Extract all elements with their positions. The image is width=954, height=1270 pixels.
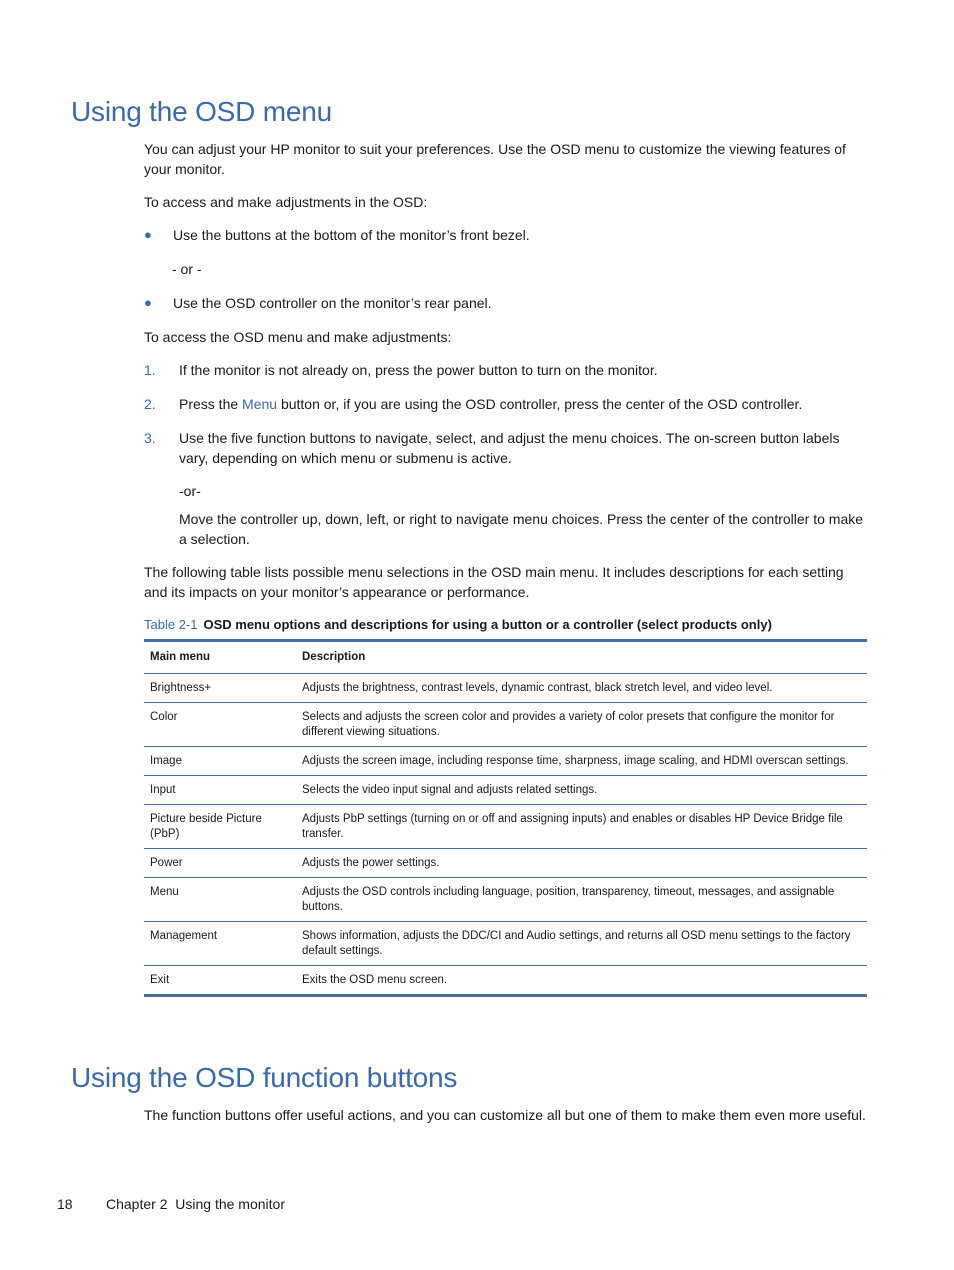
table-row bbox=[144, 674, 867, 703]
table-row bbox=[144, 805, 867, 849]
table-header-row bbox=[144, 641, 867, 674]
menu-name-cell: Input bbox=[144, 776, 296, 805]
description-cell: Adjusts the brightness, contrast levels, dynamic contrast, black stretch level, and video level. bbox=[296, 674, 867, 703]
bullet-dot-icon: ● bbox=[144, 227, 152, 242]
step-text bbox=[179, 394, 868, 414]
table-caption-number: Table 2-1 bbox=[144, 617, 198, 632]
description-cell: Adjusts PbP settings (turning on or off and assigning inputs) and enables or disables HP Device Bridge file transfer. bbox=[296, 805, 867, 849]
menu-name-cell: Brightness+ bbox=[144, 674, 296, 703]
table-row bbox=[144, 747, 867, 776]
access-lead: To access and make adjustments in the OSD: bbox=[144, 194, 428, 210]
table-row bbox=[144, 966, 867, 996]
description-cell: Adjusts the OSD controls including language, position, transparency, timeout, messages, and assignable buttons. bbox=[296, 878, 867, 922]
bullet-dot-icon: ● bbox=[144, 295, 152, 310]
table-row bbox=[144, 776, 867, 805]
table-row bbox=[144, 703, 867, 747]
menu-link[interactable]: Menu bbox=[242, 396, 278, 412]
function-buttons-intro: The function buttons offer useful actions, and you can customize all but one of them to make them even more useful. bbox=[144, 1107, 866, 1123]
menu-name-cell: Power bbox=[144, 849, 296, 878]
step-text: If the monitor is not already on, press the power button to turn on the monitor. bbox=[179, 362, 658, 378]
step-number: 1. bbox=[144, 362, 156, 378]
step-text-before: Press the bbox=[179, 396, 243, 412]
description-cell: Exits the OSD menu screen. bbox=[302, 974, 448, 986]
table-intro: The following table lists possible menu selections in the OSD main menu. It includes descriptions for each setting and its impacts on your monitor’s appearance or performance. bbox=[144, 564, 844, 600]
description-cell: Selects the video input signal and adjusts related settings. bbox=[296, 776, 867, 805]
menu-name-cell: Menu bbox=[144, 878, 296, 922]
table-row bbox=[144, 922, 867, 966]
menu-lead: To access the OSD menu and make adjustments: bbox=[144, 329, 452, 345]
description-cell: Shows information, adjusts the DDC/CI and Audio settings, and returns all OSD menu settings to the factory default settings. bbox=[296, 922, 867, 966]
intro-paragraph: You can adjust your HP monitor to suit your preferences. Use the OSD menu to customize the viewing features of your monitor. bbox=[144, 141, 846, 177]
column-header-main-menu: Main menu bbox=[144, 641, 296, 674]
bullet-text: Use the buttons at the bottom of the monitor’s front bezel. bbox=[173, 227, 530, 243]
table-row bbox=[144, 849, 867, 878]
menu-name-cell: Color bbox=[144, 703, 296, 747]
description-cell: Selects and adjusts the screen color and provides a variety of color presets that configure the monitor for different viewing situations. bbox=[296, 703, 867, 747]
step-number: 3. bbox=[144, 430, 156, 446]
section-title-osd-menu: Using the OSD menu bbox=[71, 96, 332, 127]
column-header-description: Description bbox=[296, 641, 867, 674]
step3-alternative: Move the controller up, down, left, or right to navigate menu choices. Press the center of the controller to make a selection. bbox=[179, 511, 864, 547]
step-text-after: button or, if you are using the OSD controller, press the center of the OSD controller. bbox=[277, 396, 803, 412]
section-title-function-buttons: Using the OSD function buttons bbox=[71, 1062, 458, 1093]
menu-name-cell: Picture beside Picture (PbP) bbox=[144, 805, 296, 849]
table-caption bbox=[144, 617, 772, 632]
table-row bbox=[144, 878, 867, 922]
page-number: 18 bbox=[57, 1196, 73, 1212]
table-caption-text: OSD menu options and descriptions for using a button or a controller (select products only) bbox=[203, 617, 772, 632]
bullet-text: Use the OSD controller on the monitor’s rear panel. bbox=[173, 295, 492, 311]
description-cell: Adjusts the power settings. bbox=[296, 849, 867, 878]
step-text: Use the five function buttons to navigate, select, and adjust the menu choices. The on-screen button labels vary, depending on which menu or submenu is active. bbox=[179, 430, 840, 466]
menu-name-cell: Exit bbox=[150, 974, 170, 986]
description-cell: Adjusts the screen image, including response time, sharpness, image scaling, and HDMI overscan settings. bbox=[296, 747, 867, 776]
or-separator: - or - bbox=[172, 261, 202, 277]
osd-menu-table bbox=[144, 639, 867, 997]
menu-name-cell: Management bbox=[144, 922, 296, 966]
menu-name-cell: Image bbox=[144, 747, 296, 776]
step-number: 2. bbox=[144, 396, 156, 412]
chapter-label: Chapter 2 Using the monitor bbox=[106, 1196, 285, 1212]
step3-or: -or- bbox=[179, 483, 201, 499]
